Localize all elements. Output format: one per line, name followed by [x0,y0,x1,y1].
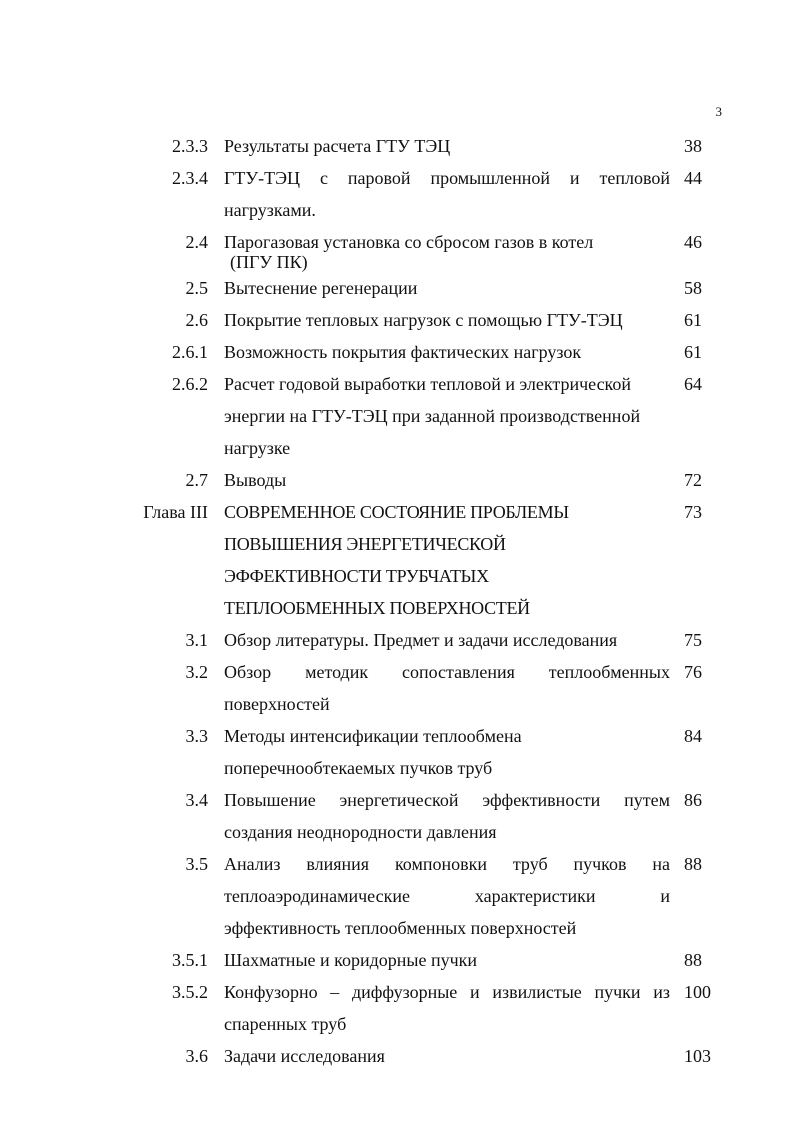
entry-title [224,1040,670,1072]
entry-number: 2.6.1 [172,342,208,362]
entry-title-line: поверхностей [224,694,330,714]
entry-title-line: Покрытие тепловых нагрузок с помощью ГТУ-ТЭЦ [224,310,623,330]
toc-entry-3-6 [0,1040,793,1072]
toc-entry-3-4 [0,784,793,848]
toc-entry-2-3-3 [0,130,793,162]
entry-title-line: нагрузками. [224,200,316,220]
entry-title-line: Обзор литературы. Предмет и задачи исследования [224,630,618,650]
entry-title-line: Выводы [224,470,287,490]
entry-number: 2.4 [185,232,208,252]
entry-title [224,304,670,336]
entry-number: 2.6.2 [172,374,208,394]
toc-entry-2-6-2 [0,368,793,464]
toc-entry-2-4 [0,226,793,272]
toc-entry-2-6-1 [0,336,793,368]
entry-number: 2.3.3 [172,136,208,156]
entry-page: 86 [684,790,702,810]
entry-title-line: ГТУ-ТЭЦ с паровой промышленной и тепловой [224,168,670,188]
entry-page: 84 [684,726,702,746]
entry-title-line: ТЕПЛООБМЕННЫХ ПОВЕРХНОСТЕЙ [224,598,530,618]
page-number: 3 [715,104,722,119]
entry-number: 3.3 [185,726,208,746]
entry-number: 3.6 [185,1046,208,1066]
entry-title-line: ЭФФЕКТИВНОСТИ ТРУБЧАТЫХ [224,566,489,586]
entry-title [224,368,670,464]
entry-page: 46 [684,232,702,252]
entry-title-line: эффективность теплообменных поверхностей [224,918,577,938]
entry-title-line: теплоаэродинамические характеристики и [224,886,670,906]
toc-entry-2-6 [0,304,793,336]
entry-title-line: Результаты расчета ГТУ ТЭЦ [224,136,451,156]
toc-entry-3-5-2 [0,976,793,1040]
entry-title [224,130,670,162]
entry-title [224,944,670,976]
entry-number: 2.5 [185,278,208,298]
entry-title [224,232,670,272]
entry-title [224,162,670,226]
entry-page: 44 [684,168,702,188]
entry-title-line: Расчет годовой выработки тепловой и электрической [224,374,632,394]
entry-number: 3.5 [185,854,208,874]
entry-number: 3.2 [185,662,208,682]
entry-page: 64 [684,374,702,394]
entry-number: 2.6 [185,310,208,330]
entry-title-line: Повышение энергетической эффективности путем [224,790,670,810]
entry-number: Глава III [143,502,208,522]
entry-title [224,336,670,368]
entry-page: 61 [684,342,702,362]
entry-number: 2.7 [185,470,208,490]
toc-entry-3-2 [0,656,793,720]
toc-entry-2-3-4 [0,162,793,226]
entry-title-line: спаренных труб [224,1014,347,1034]
entry-title-line: Вытеснение регенерации [224,278,418,298]
entry-title-line: ПОВЫШЕНИЯ ЭНЕРГЕТИЧЕСКОЙ [224,534,506,554]
entry-title-line: создания неоднородности давления [224,822,497,842]
entry-title [224,464,670,496]
entry-title [224,784,670,848]
toc-entry-3-5-1 [0,944,793,976]
toc-entry-2-7 [0,464,793,496]
entry-title [224,624,670,656]
toc-entry-3-5 [0,848,793,944]
entry-title [224,496,670,624]
entry-title-line: поперечнообтекаемых пучков труб [224,758,493,778]
entry-page: 100 [684,982,711,1002]
entry-title [224,272,670,304]
entry-title-line: Анализ влияния компоновки труб пучков на [224,854,670,874]
entry-page: 58 [684,278,702,298]
entry-title-line: (ПГУ ПК) [230,252,308,272]
entry-page: 75 [684,630,702,650]
entry-page: 76 [684,662,702,682]
entry-title-line: энергии на ГТУ-ТЭЦ при заданной производственной [224,406,641,426]
entry-page: 61 [684,310,702,330]
toc-entry-chapter-3 [0,496,793,624]
entry-number: 3.1 [185,630,208,650]
entry-title-line: Задачи исследования [224,1046,385,1066]
entry-title-line: Шахматные и коридорные пучки [224,950,478,970]
entry-title [224,848,670,944]
entry-title-line: Возможность покрытия фактических нагрузок [224,342,582,362]
entry-title [224,976,670,1040]
entry-number: 3.5.1 [172,950,208,970]
entry-number: 3.5.2 [172,982,208,1002]
toc-entry-2-5 [0,272,793,304]
entry-number: 2.3.4 [172,168,208,188]
entry-title [224,720,670,784]
entry-title-line: Парогазовая установка со сбросом газов в котел [224,232,594,252]
entry-title [224,656,670,720]
entry-title-line: СОВРЕМЕННОЕ СОСТОЯНИЕ ПРОБЛЕМЫ [224,502,569,522]
entry-page: 72 [684,470,702,490]
entry-page: 103 [684,1046,711,1066]
entry-number: 3.4 [185,790,208,810]
entry-title-line: Методы интенсификации теплообмена [224,726,522,746]
entry-page: 38 [684,136,702,156]
entry-page: 88 [684,950,702,970]
entry-title-line: Обзор методик сопоставления теплообменных [224,662,670,682]
toc-entry-3-1 [0,624,793,656]
table-of-contents [0,130,793,1072]
entry-title-line: Конфузорно – диффузорные и извилистые пучки из [224,982,670,1002]
toc-entry-3-3 [0,720,793,784]
entry-page: 73 [684,502,702,522]
entry-page: 88 [684,854,702,874]
entry-title-line: нагрузке [224,438,291,458]
